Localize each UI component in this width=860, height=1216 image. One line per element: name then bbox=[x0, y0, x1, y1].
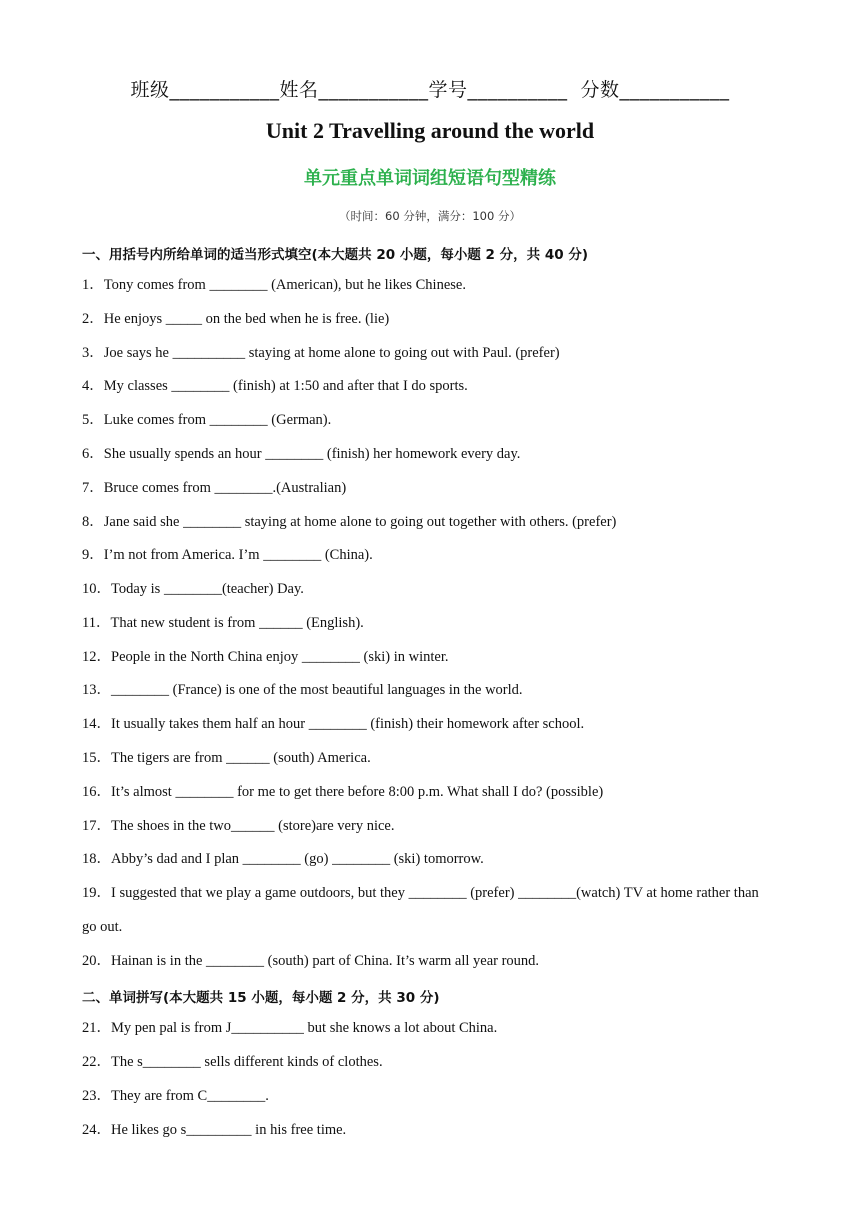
question-item bbox=[82, 336, 772, 370]
question-text: It usually takes them half an hour ________ (finish) their homework after school. bbox=[111, 716, 585, 732]
question-text: People in the North China enjoy ________ (ski) in winter. bbox=[111, 649, 449, 665]
question-number: 9． bbox=[82, 547, 104, 563]
question-text: Hainan is in the ________ (south) part of China. It’s warm all year round. bbox=[111, 953, 540, 969]
question-item bbox=[82, 302, 772, 336]
question-item bbox=[82, 944, 772, 978]
question-text: ________ (France) is one of the most beautiful languages in the world. bbox=[111, 682, 523, 698]
question-item bbox=[82, 775, 772, 809]
question-item bbox=[82, 268, 772, 302]
question-item bbox=[82, 842, 772, 876]
question-text: Abby’s dad and I plan ________ (go) ________ (ski) tomorrow. bbox=[111, 851, 484, 867]
question-text: My classes ________ (finish) at 1:50 and after that I do sports. bbox=[103, 378, 468, 394]
page-subtitle: 单元重点单词词组短语句型精练 bbox=[304, 168, 556, 189]
question-item bbox=[82, 505, 772, 539]
question-text: The shoes in the two______ (store)are very nice. bbox=[111, 818, 395, 834]
page-title: Unit 2 Travelling around the world bbox=[265, 118, 595, 143]
question-text: Luke comes from ________ (German). bbox=[103, 412, 332, 428]
question-item bbox=[82, 1045, 772, 1079]
question-text: Tony comes from ________ (American), but he likes Chinese. bbox=[103, 277, 466, 293]
question-text: Joe says he __________ staying at home alone to going out with Paul. (prefer) bbox=[103, 345, 560, 361]
question-number: 24． bbox=[82, 1122, 111, 1138]
question-text: Today is ________(teacher) Day. bbox=[111, 581, 304, 597]
question-number: 6． bbox=[82, 446, 104, 462]
question-item bbox=[82, 640, 772, 674]
question-item bbox=[82, 572, 772, 606]
question-number: 5． bbox=[82, 412, 104, 428]
question-item bbox=[82, 1113, 772, 1147]
question-number: 14． bbox=[82, 716, 111, 732]
question-text: It’s almost ________ for me to get there before 8:00 p.m. What shall I do? (possible) bbox=[111, 784, 604, 800]
question-number: 18． bbox=[82, 851, 111, 867]
question-number: 8． bbox=[82, 514, 104, 530]
question-item bbox=[82, 673, 772, 707]
question-item bbox=[82, 369, 772, 403]
question-number: 17． bbox=[82, 818, 111, 834]
question-text: Bruce comes from ________.(Australian) bbox=[103, 480, 347, 496]
question-number: 23． bbox=[82, 1088, 111, 1104]
question-item bbox=[82, 809, 772, 843]
question-number: 10． bbox=[82, 581, 111, 597]
question-text: They are from C________. bbox=[111, 1088, 269, 1104]
question-number: 11． bbox=[82, 615, 111, 631]
question-item bbox=[82, 876, 772, 944]
question-number: 22． bbox=[82, 1054, 111, 1070]
question-number: 12． bbox=[82, 649, 111, 665]
question-text: He likes go s_________ in his free time. bbox=[111, 1122, 347, 1138]
section-heading-2: 二、单词拼写(本大题共 15 小题，每小题 2 分，共 30 分) bbox=[82, 990, 440, 1006]
question-text: My pen pal is from J__________ but she knows a lot about China. bbox=[111, 1020, 498, 1036]
section-heading-1: 一、用括号内所给单词的适当形式填空(本大题共 20 小题，每小题 2 分，共 40 分) bbox=[82, 247, 589, 263]
question-item bbox=[82, 1079, 772, 1113]
question-item bbox=[82, 707, 772, 741]
question-item bbox=[82, 437, 772, 471]
question-item bbox=[82, 538, 772, 572]
question-text: I’m not from America. I’m ________ (China). bbox=[103, 547, 373, 563]
question-number: 1． bbox=[82, 277, 104, 293]
question-number: 16． bbox=[82, 784, 111, 800]
question-text: She usually spends an hour ________ (finish) her homework every day. bbox=[103, 446, 521, 462]
question-number: 3． bbox=[82, 345, 104, 361]
question-number: 15． bbox=[82, 750, 111, 766]
question-item bbox=[82, 1011, 772, 1045]
time-score-note: （时间：60 分钟，满分：100 分） bbox=[339, 209, 521, 223]
question-item bbox=[82, 471, 772, 505]
question-text: That new student is from ______ (English). bbox=[110, 615, 364, 631]
student-info-line: 班级___________姓名___________学号__________ 分数___________ bbox=[130, 79, 730, 101]
question-number: 19． bbox=[82, 885, 111, 901]
question-text: Jane said she ________ staying at home alone to going out together with others. (prefer) bbox=[103, 514, 617, 530]
question-item bbox=[82, 741, 772, 775]
question-text: He enjoys _____ on the bed when he is free. (lie) bbox=[103, 311, 390, 327]
question-item bbox=[82, 403, 772, 437]
question-item bbox=[82, 606, 772, 640]
question-number: 4． bbox=[82, 378, 104, 394]
question-number: 20． bbox=[82, 953, 111, 969]
question-number: 21． bbox=[82, 1020, 111, 1036]
question-text: The s________ sells different kinds of clothes. bbox=[111, 1054, 383, 1070]
question-text: I suggested that we play a game outdoors, but they ________ (prefer) ________(watch) TV at home rather than go out. bbox=[82, 885, 759, 935]
question-number: 7． bbox=[82, 480, 104, 496]
question-number: 2． bbox=[82, 311, 104, 327]
question-number: 13． bbox=[82, 682, 111, 698]
question-text: The tigers are from ______ (south) America. bbox=[111, 750, 371, 766]
